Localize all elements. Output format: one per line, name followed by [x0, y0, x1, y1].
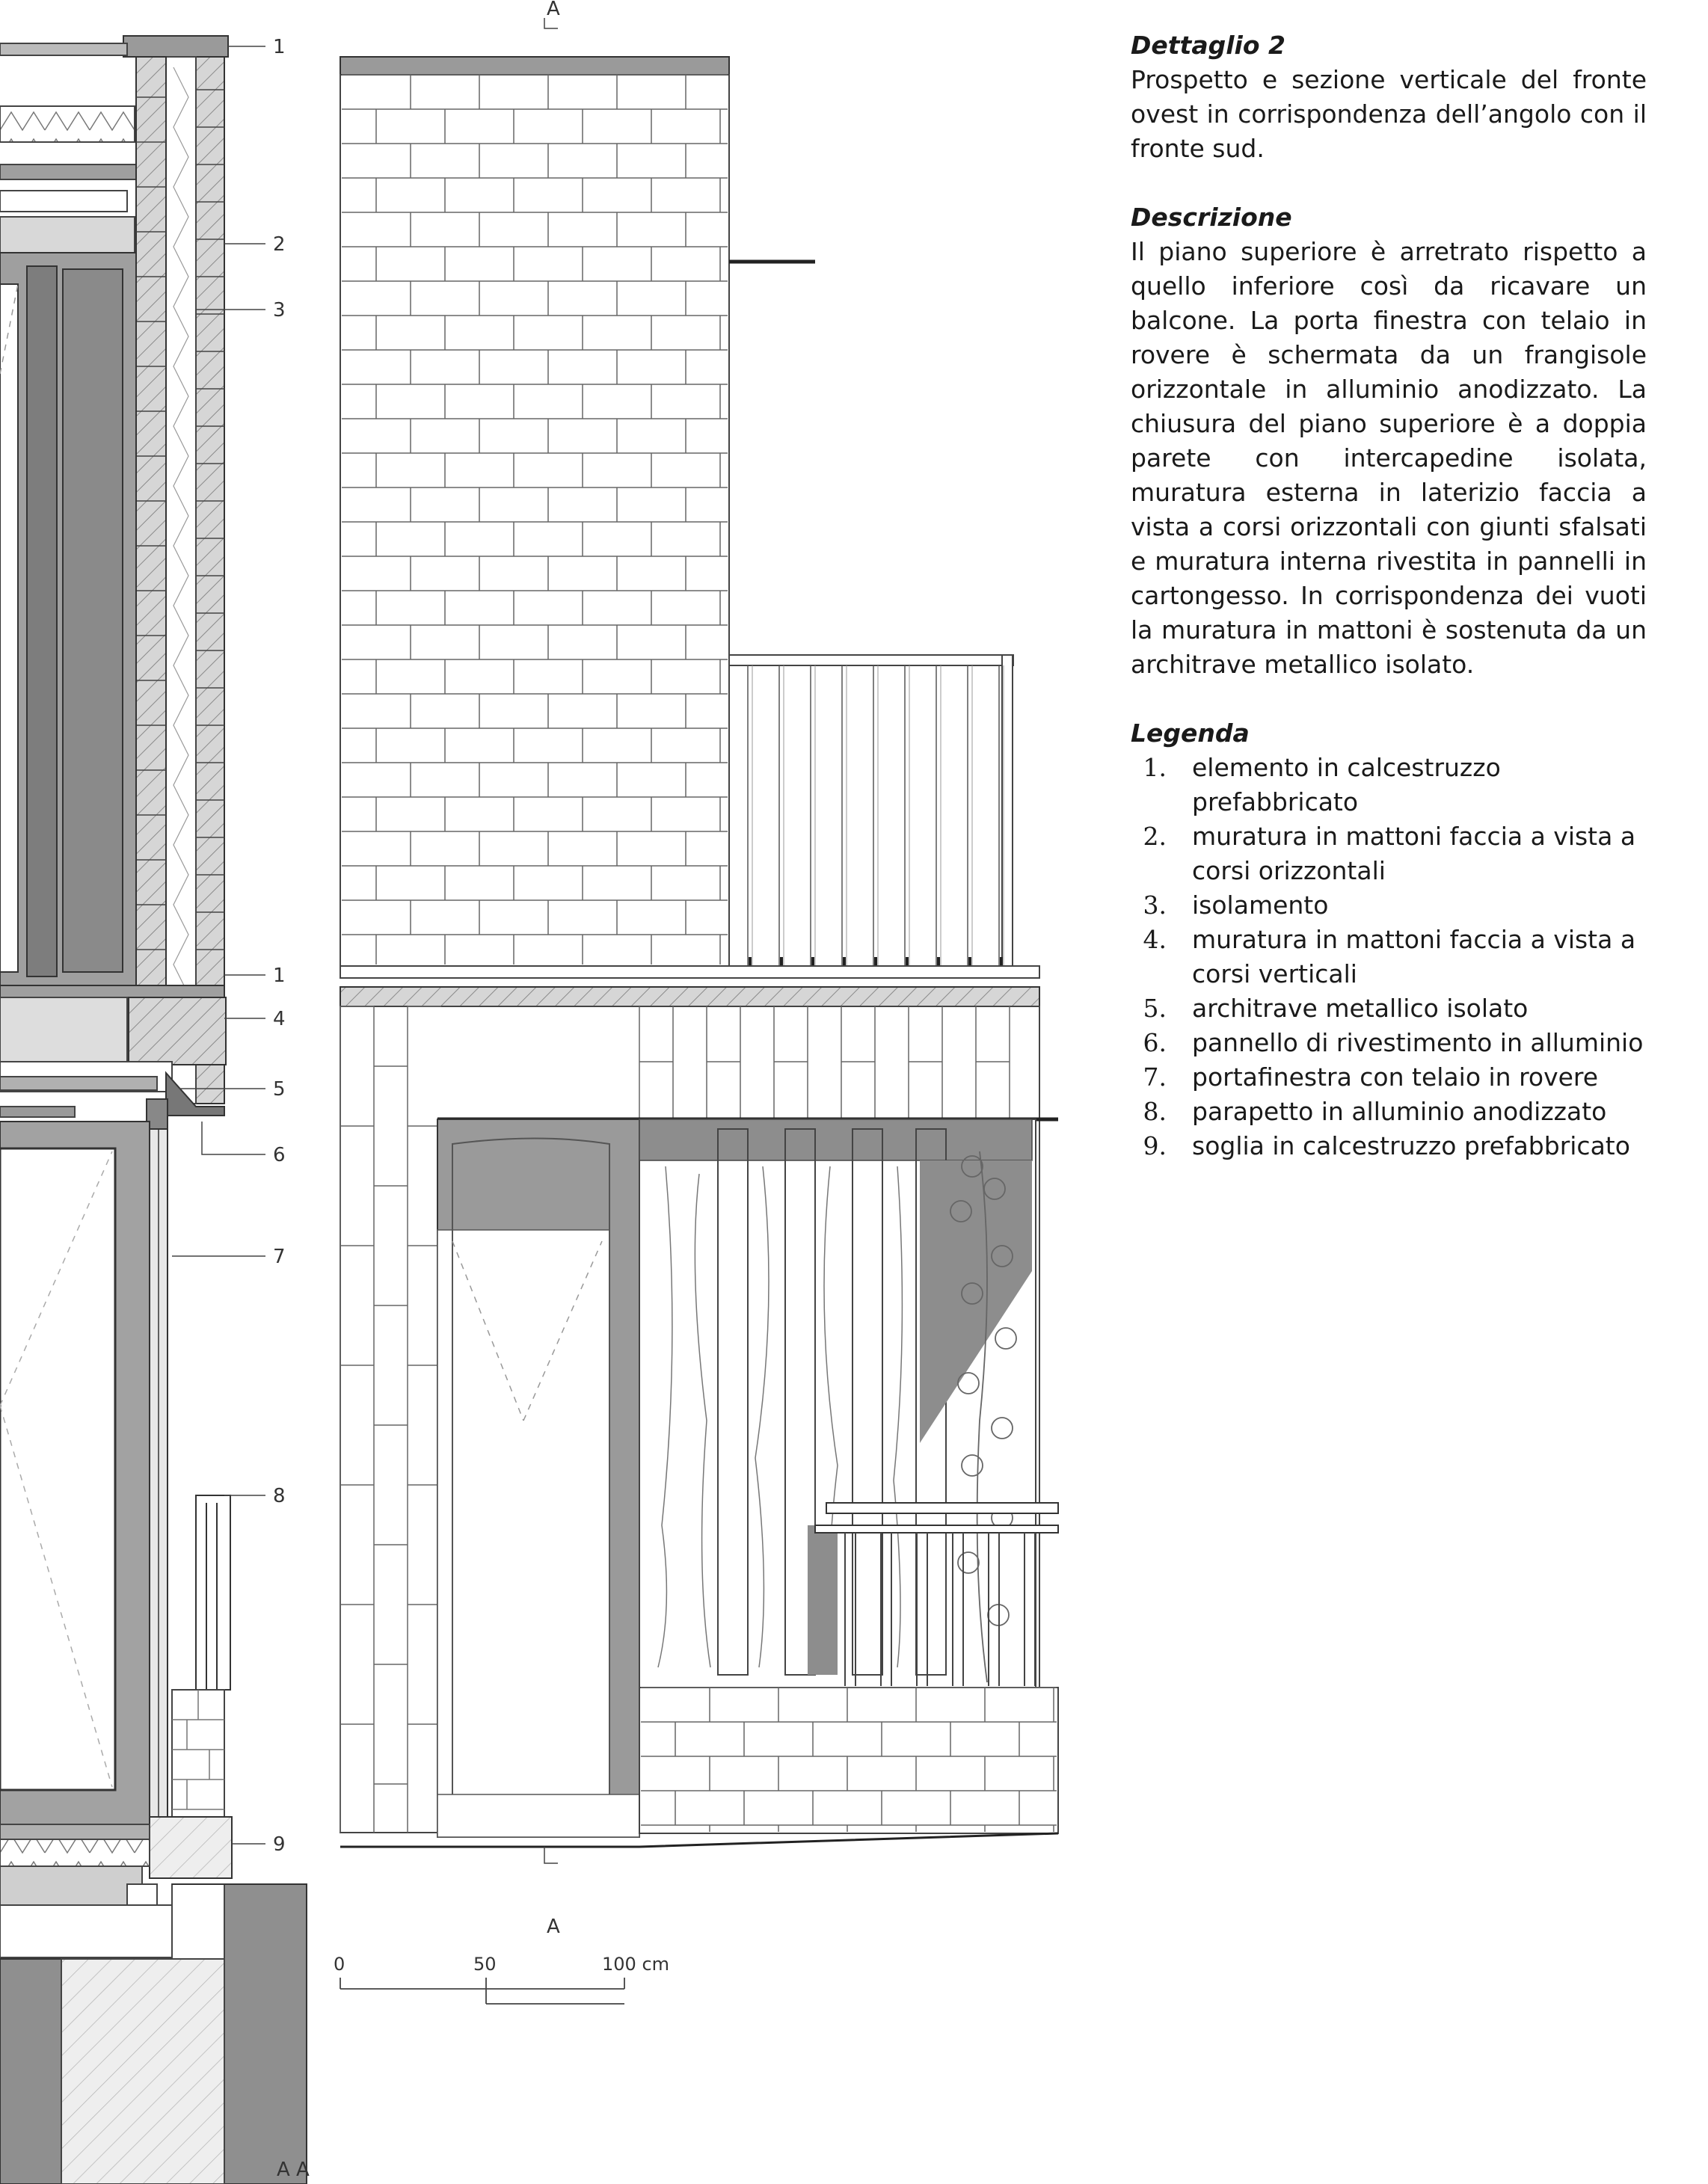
callout-2: 2: [273, 233, 286, 256]
scale-end: 100 cm: [602, 1954, 670, 1975]
legend-num: 6.: [1143, 1028, 1167, 1057]
floor-insulation: [0, 1839, 150, 1866]
legend-num: 1.: [1143, 753, 1167, 782]
callout-3: 3: [273, 299, 286, 322]
upper-brick-wall: [340, 75, 729, 966]
section-insulation: [166, 57, 196, 1104]
callout-1b: 1: [273, 965, 286, 987]
legend-item: [1131, 819, 1647, 888]
callout-4: 4: [273, 1008, 286, 1030]
callout-1: 1: [273, 36, 286, 58]
roof-insulation: [0, 106, 135, 142]
description-heading: Descrizione: [1131, 203, 1292, 232]
legend-num: 9.: [1143, 1131, 1167, 1160]
callout-8: 8: [273, 1485, 286, 1507]
lower-door-glass: [0, 1148, 115, 1790]
legend-text: portafinestra con telaio in rovere: [1192, 1062, 1599, 1092]
legend-text: pannello di rivestimento in alluminio: [1192, 1028, 1644, 1057]
text-column: [1131, 28, 1647, 1163]
legend-num: 8.: [1143, 1097, 1167, 1126]
legend-num: 3.: [1143, 890, 1167, 920]
legend-text: isolamento: [1192, 890, 1329, 920]
roof-slab: [0, 43, 127, 55]
legend-text: parapetto in alluminio anodizzato: [1192, 1097, 1607, 1126]
legend-list: [1131, 751, 1647, 1163]
legend-item: [1131, 1129, 1647, 1163]
legend-text: muratura in mattoni faccia a vista a corsi orizzontali: [1192, 822, 1636, 885]
legend-item: [1131, 923, 1647, 991]
legend-heading: Legenda: [1131, 719, 1250, 748]
foundation-hatch: [61, 1959, 224, 2184]
elevation-balustrade-top: [826, 1503, 1058, 1513]
vertical-section: [0, 36, 307, 2184]
mid-coping: [0, 985, 224, 997]
legend-item: [1131, 1060, 1647, 1095]
scale-mid: 50: [473, 1954, 497, 1975]
soldier-course-band: [340, 987, 1039, 1006]
scale-bar: [340, 1978, 624, 2004]
elevation-mid-coping: [340, 966, 1039, 978]
legend-text: elemento in calcestruzzo prefabbricato: [1192, 753, 1501, 816]
legend-item: [1131, 1095, 1647, 1129]
description-body: Il piano superiore è arretrato rispetto a quello inferiore così da ricavare un balcone. La porta finestra con telaio in rovere è schermata da un frangisole orizzontale in alluminio anodizzato. La chiusura del piano superiore è a doppia parete con intercapedine isolata, muratura esterna in laterizio faccia a vista a corsi orizzontali con giunti sfalsati e muratura interna rivestita in pannelli in cartongesso. In corrispondenza dei vuoti la muratura in mattoni è sostenuta da un architrave metallico isolato.: [1131, 237, 1647, 679]
door-panel-light: [437, 1230, 609, 1837]
legend-num: 4.: [1143, 925, 1167, 954]
foundation-wall: [224, 1884, 307, 2184]
section-mark-top: A: [547, 0, 560, 20]
callout-labels: [273, 36, 286, 1856]
legend-item: [1131, 1026, 1647, 1060]
section-mark-corner: A A: [277, 2159, 310, 2181]
lower-right-brick: [639, 1688, 1058, 1833]
section-mark-bottom: A: [547, 1916, 560, 1938]
legend-text: architrave metallico isolato: [1192, 994, 1529, 1023]
callout-7: 7: [273, 1246, 286, 1268]
legend-item: [1131, 991, 1647, 1026]
legend-num: 5.: [1143, 994, 1167, 1023]
detail-subtitle: Prospetto e sezione verticale del fronte ovest in corrispondenza dell’angolo con il fronte sud.: [1131, 65, 1647, 163]
section-brick-wall: [196, 57, 224, 1104]
legend-text: soglia in calcestruzzo prefabbricato: [1192, 1131, 1630, 1160]
callout-6: 6: [273, 1144, 286, 1166]
section-balustrade: [196, 1495, 230, 1690]
legend-item: [1131, 888, 1647, 923]
detail-title: Dettaglio 2: [1131, 31, 1285, 60]
callout-9: 9: [273, 1833, 286, 1856]
section-inner-leaf: [136, 57, 166, 999]
elevation: [277, 0, 1058, 2181]
legend-text: muratura in mattoni faccia a vista a corsi verticali: [1192, 925, 1636, 988]
roof-coping: [123, 36, 228, 57]
legend-num: 2.: [1143, 822, 1167, 851]
legend-item: [1131, 751, 1647, 819]
section-sill: [150, 1817, 232, 1878]
legend-num: 7.: [1143, 1062, 1167, 1092]
mid-slab: [0, 997, 127, 1065]
upper-coping: [340, 57, 729, 75]
scale-zero: 0: [334, 1954, 345, 1975]
callout-5: 5: [273, 1078, 286, 1101]
